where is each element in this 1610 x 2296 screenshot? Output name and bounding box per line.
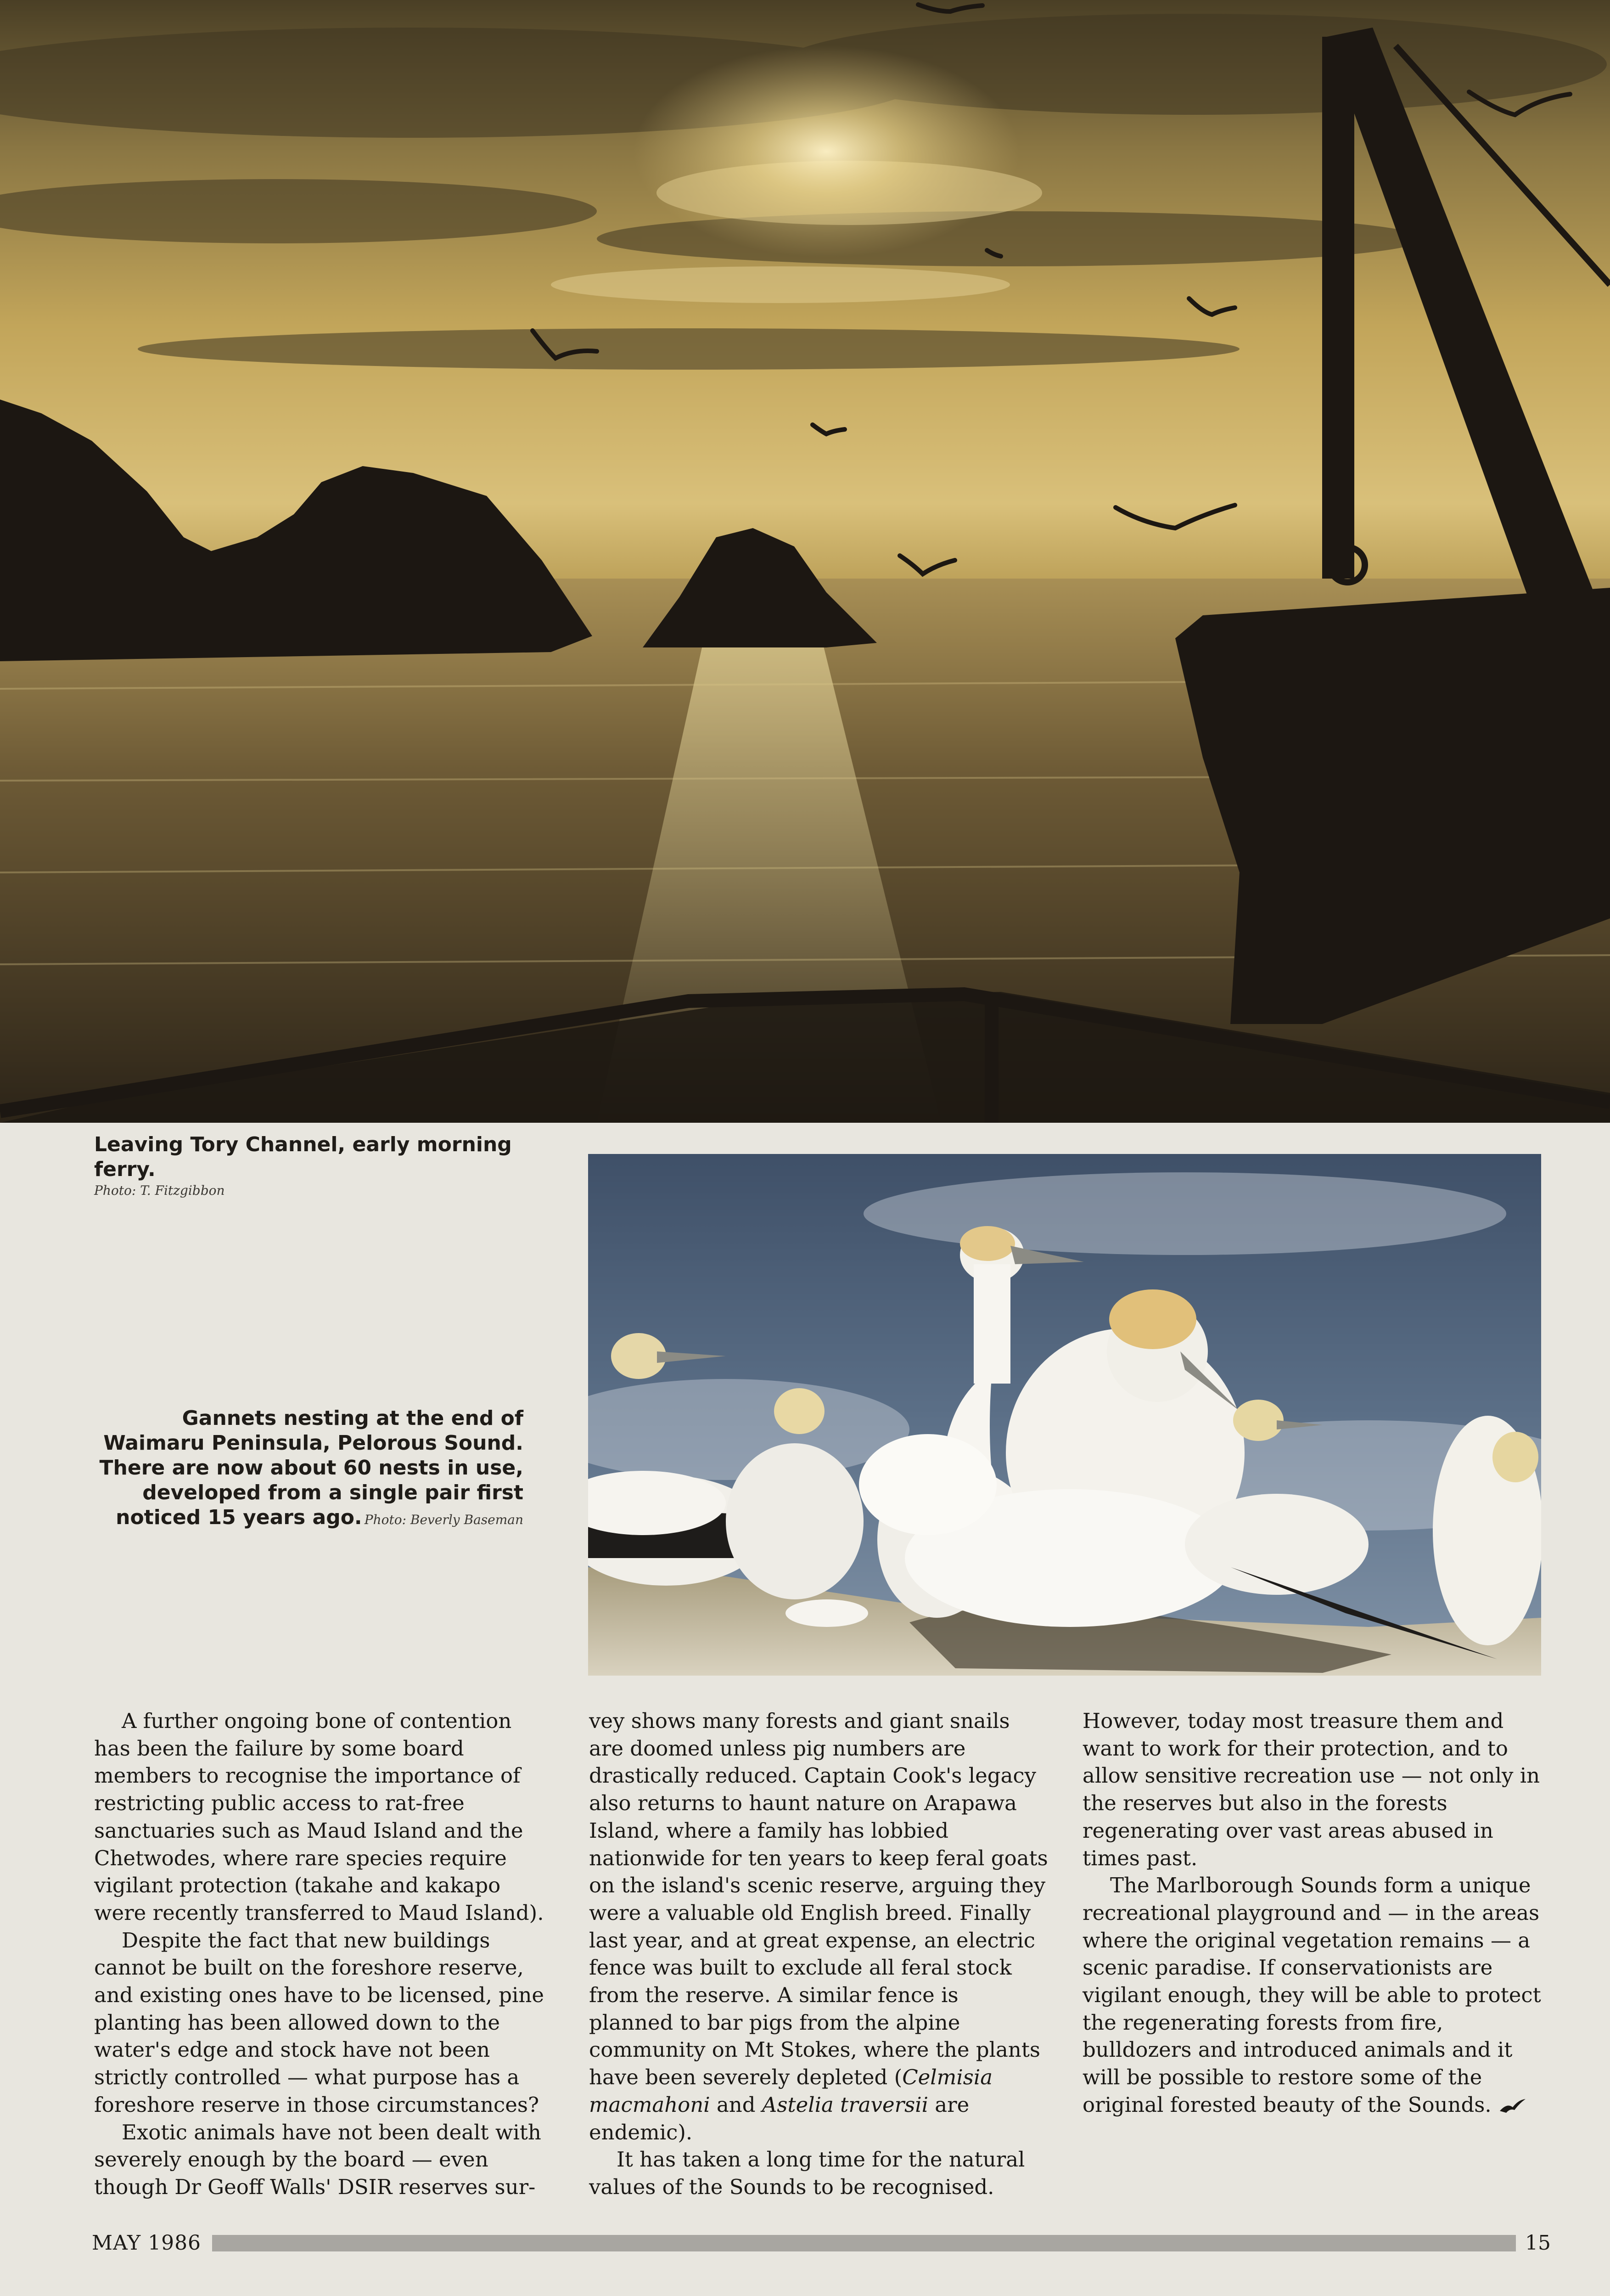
paragraph — [1083, 1872, 1542, 2118]
paragraph: A further ongoing bone of contention has been the failure by some board members to recognise the importance of restricting public access to rat-free sanctuaries such as Maud Island and the Chetwodes, where rare species require vigilant protection (takahe and kakapo were recently transferred to Maud Island). — [94, 1709, 544, 1925]
caption-title: Leaving Tory Channel, early morning ferry. — [94, 1133, 512, 1181]
photo-credit: Photo: T. Fitzgibbon — [94, 1183, 225, 1198]
text-run: vey shows many forests and giant snails are doomed unless pig numbers are drastically reduced. Captain Cook's legacy also returns to haunt nature on Arapawa Island, where a family has lobbied nationwide for ten years to keep feral goats on the island's scenic reserve, arguing they were a valuable old English breed. Finally last year, and at great expense, an electric fence was built to exclude all feral stock from the reserve. A similar fence is planned to bar pigs from the alpine community on Mt Stokes, where the plants have been severely depleted ( — [589, 1709, 1048, 2090]
text-run: are endemic). — [589, 2092, 970, 2144]
gannet-photo — [588, 1154, 1541, 1676]
paragraph — [589, 1707, 1048, 2146]
caption-title: Gannets nesting at the end of Waimaru Peninsula, Pelorous Sound. There are now about 60 nests in use, developed from a single pair first noticed 15 years ago. — [99, 1407, 523, 1529]
caption-gannets-nesting — [83, 1406, 523, 1530]
species-name: Celmisia macmahoni — [589, 2065, 993, 2117]
paragraph: Despite the fact that new buildings cannot be built on the foreshore reserve, and existing ones have to be licensed, pine planting has been allowed down to the water's edge and stock have not been strictly controlled — what purpose has a foreshore reserve in those circumstances? — [94, 1928, 544, 2117]
paragraph: It has taken a long time for the natural values of the Sounds to be recognised. — [589, 2147, 1025, 2199]
end-mark-bird-icon — [1498, 2097, 1527, 2116]
text-run: The Marlborough Sounds form a unique recreational playground and — in the areas where the original vegetation remains — a scenic paradise. If conservationists are vigilant enough, they will be able to protect the regenerating forests from fire, bulldozers and introduced animals and it will be possible to restore some of the original forested beauty of the Sounds. — [1083, 1873, 1541, 2117]
sun-glow — [634, 46, 1019, 257]
paragraph: However, today most treasure them and want to work for their protection, and to allow sensitive recreation use — not only in the reserves but also in the forests regenerating over vast areas abused in times past. — [1083, 1709, 1540, 1870]
top-photo-leaving-tory-channel — [0, 0, 1610, 1123]
paragraph: Exotic animals have not been dealt with severely enough by the board — even though Dr Geoff Walls' DSIR reserves sur- — [94, 2120, 541, 2199]
caption-leaving-tory-channel — [94, 1132, 553, 1198]
species-name: Astelia traversii — [762, 2092, 928, 2117]
footer-rule — [212, 2235, 1516, 2251]
gannets-nesting-illustration — [588, 1154, 1541, 1676]
article-column-1 — [94, 1707, 553, 2201]
footer-issue-date: MAY 1986 — [92, 2231, 202, 2255]
text-run: and — [710, 2092, 762, 2117]
article-column-3 — [1083, 1707, 1542, 2119]
article-column-2 — [589, 1707, 1048, 2201]
ferry-sunrise-illustration — [0, 0, 1610, 1123]
photo-credit: Photo: Beverly Baseman — [364, 1512, 523, 1527]
page-number: 15 — [1525, 2231, 1551, 2255]
